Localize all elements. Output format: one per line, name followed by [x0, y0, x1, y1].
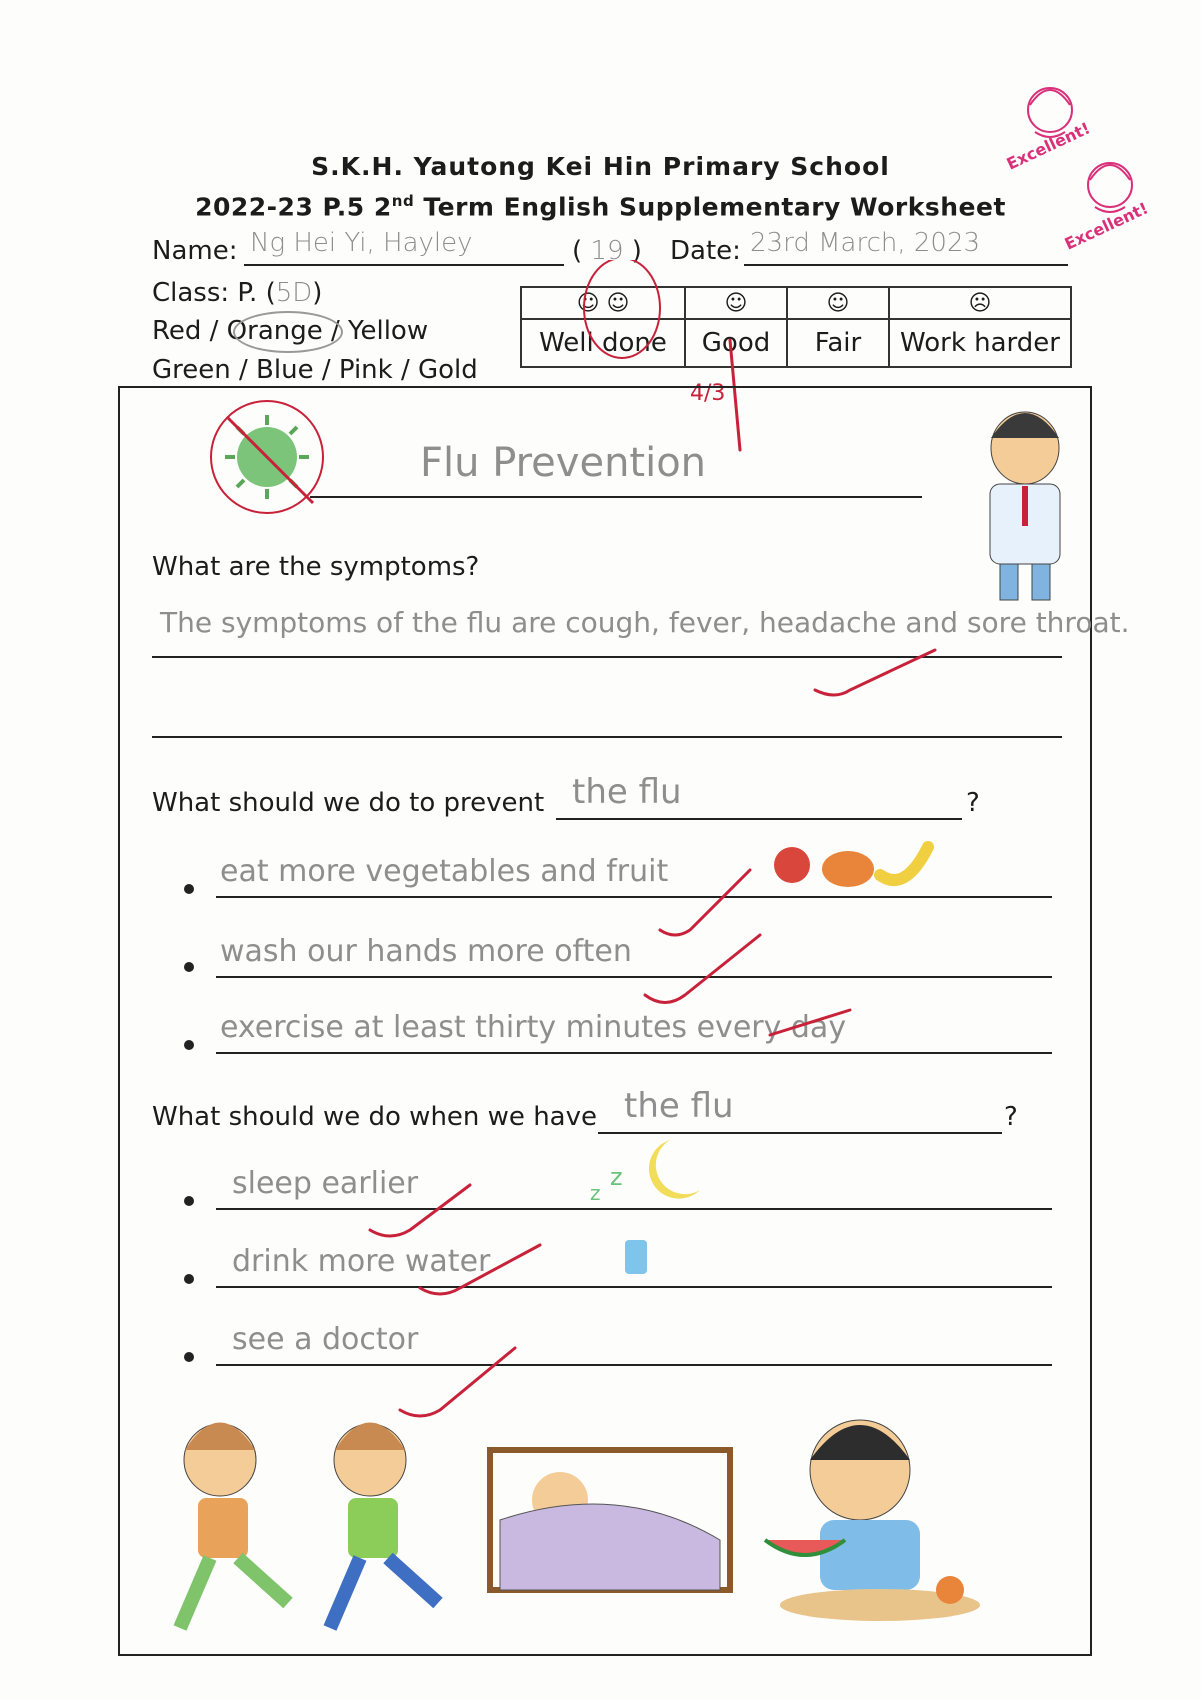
question-symptoms: What are the symptoms? — [152, 552, 480, 582]
date-field: 23rd March, 2023 — [744, 228, 1068, 266]
answer-line-prevent-1: eat more vegetables and fruit — [216, 848, 1052, 898]
bullet — [184, 962, 194, 972]
school-name: S.K.H. Yautong Kei Hin Primary School — [311, 152, 890, 181]
face-well-done: ☺ ☺ — [521, 287, 685, 319]
house-options-line2: Green / Blue / Pink / Gold — [152, 355, 478, 385]
rating-good: Good — [685, 319, 787, 367]
title-line — [310, 440, 922, 498]
answer-line-have-1: sleep earlier — [216, 1160, 1052, 1210]
bullet — [184, 884, 194, 894]
check-mark — [810, 640, 940, 700]
rating-well-done: Well done — [521, 319, 685, 367]
face-good: ☺ — [685, 287, 787, 319]
doctor-illustration — [970, 400, 1080, 610]
house-selected-circle — [233, 311, 343, 353]
blank-have-flu: the flu — [598, 1086, 1002, 1134]
name-field: Ng Hei Yi, Hayley — [244, 228, 564, 266]
name-label: Name: — [152, 236, 238, 266]
answer-line-have-2: drink more water — [216, 1238, 1052, 1288]
svg-text:z: z — [610, 1163, 623, 1191]
bottom-illustrations — [160, 1390, 1060, 1640]
worksheet-topic: Flu Prevention — [420, 440, 707, 486]
question-have-flu: What should we do when we have — [152, 1102, 597, 1132]
question-prevent: What should we do to prevent — [152, 788, 545, 818]
answer-line-prevent-2: wash our hands more often — [216, 928, 1052, 978]
stamp-text-2: Excellent! — [1061, 198, 1152, 254]
number-field: ( 19 ) — [572, 236, 642, 266]
teacher-mark: 4/3 — [690, 381, 726, 406]
bullet — [184, 1274, 194, 1284]
stamp-text-1: Excellent! — [1003, 118, 1094, 174]
bullet — [184, 1040, 194, 1050]
face-fair: ☺ — [787, 287, 889, 319]
date-label: Date: — [670, 236, 741, 266]
answer-symptoms: The symptoms of the flu are cough, fever, headache and sore throat. — [160, 606, 1130, 639]
answer-line-have-3: see a doctor — [216, 1316, 1052, 1366]
rating-fair: Fair — [787, 319, 889, 367]
running-kids-illustration — [180, 1423, 438, 1629]
fruit-illustration — [770, 835, 940, 895]
class-field: Class: P. (5D) — [152, 278, 323, 308]
bullet — [184, 1196, 194, 1206]
blank-prevent: the flu — [556, 772, 962, 820]
face-work-harder: ☹ — [889, 287, 1071, 319]
worksheet-title: 2022-23 P.5 2nd Term English Supplementary Worksheet — [195, 192, 1006, 222]
rating-work-harder: Work harder — [889, 319, 1071, 367]
house-options-line1: Red / Orange / Yellow — [152, 316, 429, 346]
svg-text:z: z — [590, 1181, 601, 1205]
sleep-water-doodles — [580, 1130, 720, 1290]
boy-eating-fruit-illustration — [765, 1420, 980, 1621]
sick-in-bed-illustration — [490, 1450, 730, 1590]
answer-line-prevent-3: exercise at least thirty minutes every day — [216, 1004, 1052, 1054]
bullet — [184, 1352, 194, 1362]
